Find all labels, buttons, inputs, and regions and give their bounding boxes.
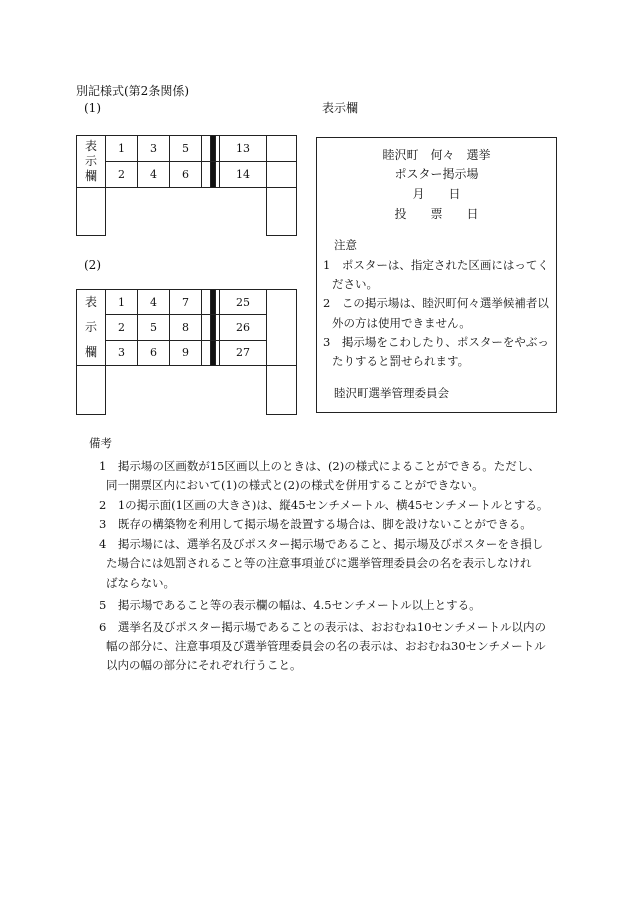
figure1-label-char: 表 bbox=[84, 139, 97, 153]
remark-line: た場合には処罰されること等の注意事項並びに選挙管理委員会の名を表示しなけれ bbox=[106, 556, 532, 570]
figure2-leg bbox=[77, 366, 106, 415]
figure1-cell: 13 bbox=[220, 136, 267, 162]
figure2-cell: 26 bbox=[220, 315, 267, 340]
figure2-board bbox=[76, 289, 297, 415]
figure1-cell: 2 bbox=[106, 162, 138, 188]
notice-item: 外の方は使用できません。 bbox=[332, 316, 471, 330]
notice-item: 1 ポスターは、指定された区画にはってく bbox=[323, 258, 549, 272]
notice-caution-title: 注意 bbox=[334, 238, 357, 252]
figure1-leg bbox=[267, 188, 297, 236]
figure2-cell: 1 bbox=[106, 290, 138, 315]
remark-line: 以内の幅の部分にそれぞれ行うこと。 bbox=[106, 658, 302, 672]
figure2-label-char: 表 bbox=[84, 295, 97, 309]
figure2-blank-cell bbox=[267, 290, 297, 366]
remark-line: 4 掲示場には、選挙名及びポスター掲示場であること、掲示場及びポスターをき損し bbox=[99, 537, 544, 551]
remark-line: 幅の部分に、注意事項及び選挙管理委員会の名の表示は、おおむね30センチメートル bbox=[106, 639, 546, 653]
figure2-display-label-cell bbox=[77, 290, 106, 366]
figure2-cell: 3 bbox=[106, 340, 138, 365]
figure1-board bbox=[76, 135, 297, 236]
figure2-cell: 6 bbox=[138, 340, 170, 365]
remark-line: 5 掲示場であること等の表示欄の幅は、4.5センチメートル以上とする。 bbox=[99, 598, 481, 612]
figure2-cell: 27 bbox=[220, 340, 267, 365]
notice-poster-board: ポスター掲示場 bbox=[394, 167, 479, 181]
figure1-label-char: 示 bbox=[84, 154, 97, 168]
figure1-cell: 5 bbox=[170, 136, 202, 162]
figure2-leg bbox=[267, 366, 297, 415]
figure1-cell: 1 bbox=[106, 136, 138, 162]
notice-item: 2 この掲示場は、睦沢町何々選挙候補者以 bbox=[323, 296, 549, 310]
figure1-leg bbox=[77, 188, 106, 236]
figure1-label: (1) bbox=[84, 101, 101, 115]
notice-panel bbox=[316, 137, 557, 413]
figure2-gap-cell bbox=[202, 315, 211, 340]
notice-signature: 睦沢町選挙管理委員会 bbox=[334, 386, 449, 400]
notice-date: 月 日 bbox=[412, 187, 461, 201]
notice-item: たりすると罰せられます。 bbox=[332, 354, 470, 368]
figure1-cell: 14 bbox=[220, 162, 267, 188]
figure2-leg-gap bbox=[106, 366, 267, 415]
figure2-label: (2) bbox=[84, 258, 101, 272]
notice-item: ださい。 bbox=[332, 277, 378, 291]
notice-item: 3 掲示場をこわしたり、ポスターをやぶっ bbox=[323, 335, 549, 349]
figure2-label-char: 示 bbox=[84, 320, 97, 334]
figure2-gap-cell bbox=[202, 290, 211, 315]
figure1-cell: 3 bbox=[138, 136, 170, 162]
figure1-blank-cell bbox=[267, 136, 297, 162]
figure1-cell: 4 bbox=[138, 162, 170, 188]
figure2-gap-cell bbox=[202, 340, 211, 365]
figure2-cell: 7 bbox=[170, 290, 202, 315]
figure1-gap-cell bbox=[202, 162, 211, 188]
remark-line: 1 掲示場の区画数が15区画以上のときは、(2)の様式によることができる。ただし、 bbox=[99, 459, 540, 473]
figure2-cell: 5 bbox=[138, 315, 170, 340]
figure2-cell: 25 bbox=[220, 290, 267, 315]
figure1-display-label-cell bbox=[77, 136, 106, 188]
remarks-title: 備考 bbox=[89, 436, 112, 450]
notice-election-name: 睦沢町 何々 選挙 bbox=[382, 148, 491, 162]
figure1-leg-gap bbox=[106, 188, 267, 236]
notice-voting-day: 投 票 日 bbox=[394, 207, 479, 221]
figure2-cell: 4 bbox=[138, 290, 170, 315]
remark-line: 同一開票区内において(1)の様式と(2)の様式を併用することができない。 bbox=[106, 478, 484, 492]
display-column-label: 表示欄 bbox=[322, 101, 359, 115]
figure1-blank-cell bbox=[267, 162, 297, 188]
figure2-cell: 2 bbox=[106, 315, 138, 340]
remark-line: ばならない。 bbox=[106, 576, 175, 590]
figure2-cell: 8 bbox=[170, 315, 202, 340]
remark-line: 2 1の掲示面(1区画の大きさ)は、縦45センチメートル、横45センチメートルとする。 bbox=[99, 498, 549, 512]
figure1-label-char: 欄 bbox=[84, 169, 97, 183]
figure2-cell: 9 bbox=[170, 340, 202, 365]
figure1-cell: 6 bbox=[170, 162, 202, 188]
form-title: 別記様式(第2条関係) bbox=[76, 84, 189, 98]
figure1-gap-cell bbox=[202, 136, 211, 162]
figure2-label-char: 欄 bbox=[84, 345, 97, 359]
remark-line: 6 選挙名及びポスター掲示場であることの表示は、おおむね10センチメートル以内の bbox=[99, 620, 546, 634]
remark-line: 3 既存の構築物を利用して掲示場を設置する場合は、脚を設けないことができる。 bbox=[99, 517, 532, 531]
